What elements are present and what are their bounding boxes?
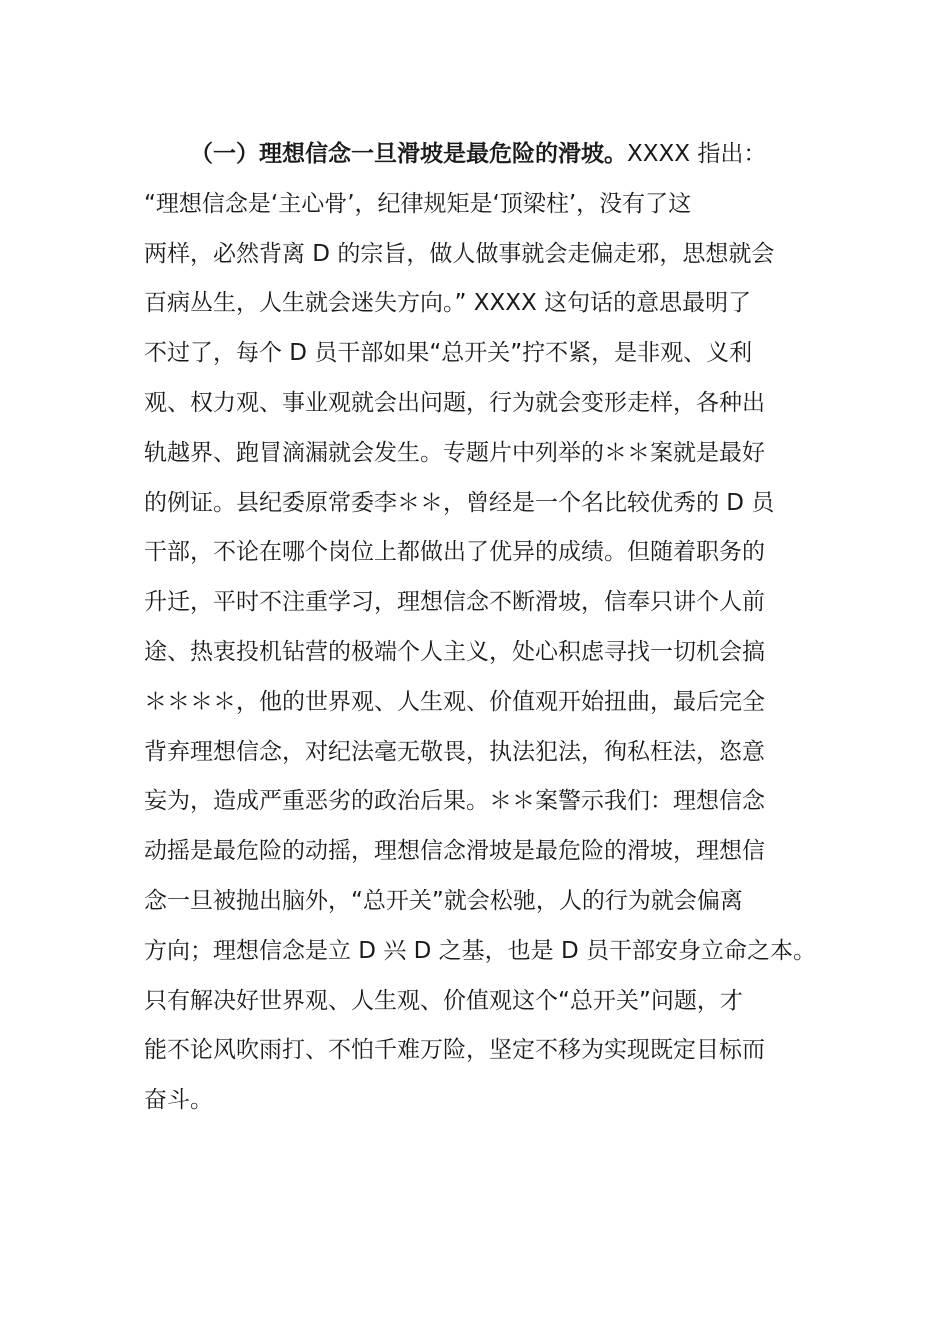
paragraph-line: 念一旦被抛出脑外，“总开关”就会松驰，人的行为就会偏离	[144, 887, 743, 914]
paragraph-line: 干部，不论在哪个岗位上都做出了优异的成绩。但随着职务的	[144, 539, 765, 566]
paragraph-line: 奋斗。	[144, 1087, 213, 1114]
paragraph-line: 途、热衷投机钻营的极端个人主义，处心积虑寻找一切机会搞	[144, 638, 765, 665]
paragraph-line: 升迁，平时不注重学习，理想信念不断滑坡，信奉只讲个人前	[144, 589, 765, 616]
paragraph-line: “理想信念是‘主心骨’，纪律规矩是‘顶梁柱’，没有了这	[144, 190, 692, 217]
paragraph-line: 观、权力观、事业观就会出问题，行为就会变形走样，各种出	[144, 389, 765, 416]
paragraph-line: ＊＊＊＊，他的世界观、人生观、价值观开始扭曲，最后完全	[144, 688, 765, 715]
paragraph-line: 方向；理想信念是立 D 兴 D 之基，也是 D 员干部安身立命之本。	[144, 937, 816, 964]
paragraph-line: 只有解决好世界观、人生观、价值观这个“总开关”问题，才	[144, 987, 743, 1014]
paragraph-line: 能不论风吹雨打、不怕千难万险，坚定不移为实现既定目标而	[144, 1037, 765, 1064]
line-text: XXXX 指出：	[627, 141, 767, 167]
section-heading: （一）理想信念一旦滑坡是最危险的滑坡。	[190, 141, 627, 167]
document-body	[144, 130, 824, 1126]
paragraph-line: 妄为，造成严重恶劣的政治后果。＊＊案警示我们：理想信念	[144, 788, 765, 815]
paragraph-line: 轨越界、跑冒滴漏就会发生。专题片中列举的＊＊案就是最好	[144, 439, 765, 466]
paragraph-line: 不过了，每个 D 员干部如果“总开关”拧不紧，是非观、义利	[144, 340, 753, 367]
paragraph-line: 背弃理想信念，对纪法毫无敬畏，执法犯法，徇私枉法，恣意	[144, 738, 765, 765]
paragraph-line-1	[144, 130, 824, 180]
paragraph-line: 百病丛生，人生就会迷失方向。” XXXX 这句话的意思最明了	[144, 290, 752, 317]
paragraph-line: 两样，必然背离 D 的宗旨，做人做事就会走偏走邪，思想就会	[144, 240, 775, 267]
paragraph-line: 的例证。县纪委原常委李＊＊，曾经是一个名比较优秀的 D 员	[144, 489, 775, 516]
paragraph-line: 动摇是最危险的动摇，理想信念滑坡是最危险的滑坡，理想信	[144, 838, 765, 865]
